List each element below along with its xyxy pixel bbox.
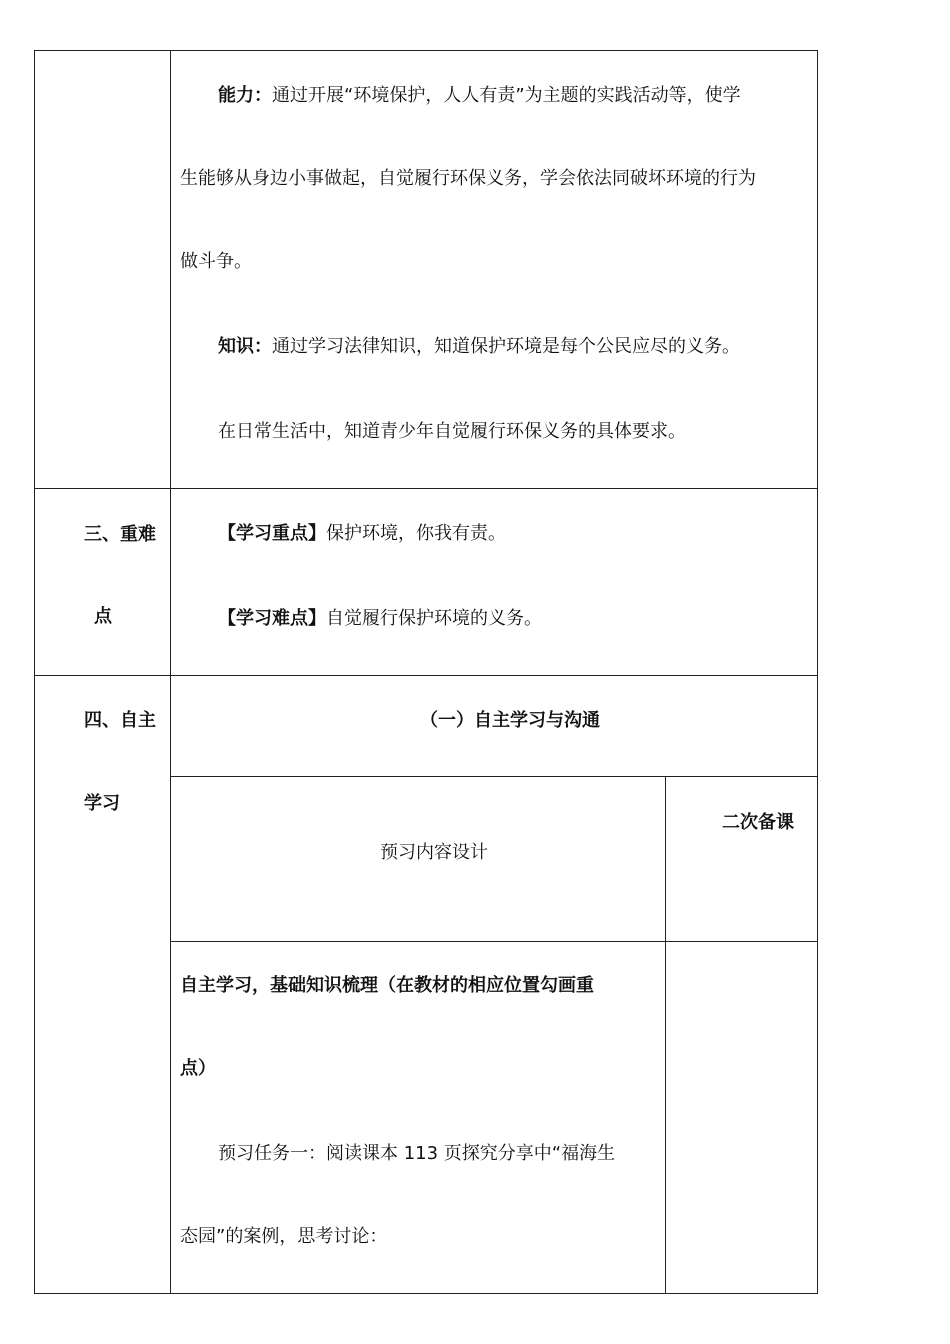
ability-text-line3: 做斗争。 [180, 251, 252, 272]
difficulty-line [218, 610, 542, 628]
table-border-bottom [34, 1293, 818, 1294]
key-points-heading-line1: 三、重难 [84, 524, 156, 545]
ability-text-line1: 通过开展“环境保护，人人有责”为主题的实践活动等，使学 [272, 85, 741, 106]
focus-text: 保护环境，你我有责。 [326, 523, 506, 544]
knowledge-text-line2: 在日常生活中，知道青少年自觉履行环保义务的具体要求。 [218, 421, 686, 442]
focus-line [218, 525, 506, 543]
ability-paragraph [218, 87, 741, 105]
self-study-intro-line1: 自主学习，基础知识梳理（在教材的相应位置勾画重 [180, 975, 594, 996]
subtitle-divider [170, 776, 818, 777]
column-header-second-prep: 二次备课 [722, 812, 794, 833]
self-study-intro-line2: 点） [180, 1058, 216, 1079]
second-prep-column-divider [665, 776, 666, 1294]
ability-label: 能力： [218, 85, 272, 106]
ability-text-line2: 生能够从身边小事做起，自觉履行环保义务，学会依法同破坏环境的行为 [180, 168, 756, 189]
difficulty-label: 【学习难点】 [218, 608, 326, 629]
difficulty-text: 自觉履行保护环境的义务。 [326, 608, 542, 629]
knowledge-text-line1: 通过学习法律知识，知道保护环境是每个公民应尽的义务。 [272, 336, 740, 357]
table-border-left [34, 50, 35, 1294]
preview-task-line1: 预习任务一：阅读课本 113 页探究分享中“福海生 [218, 1143, 616, 1164]
knowledge-paragraph [218, 338, 740, 356]
self-study-heading-line2: 学习 [84, 793, 120, 814]
header-divider [170, 941, 818, 942]
column-header-design: 预习内容设计 [380, 842, 488, 863]
column-divider [170, 50, 171, 1294]
table-border-right [817, 50, 818, 1294]
key-points-heading-line2: 点 [94, 606, 112, 627]
row-divider-2 [34, 675, 818, 676]
self-study-subtitle: （一）自主学习与沟通 [420, 710, 600, 731]
row-divider-1 [34, 488, 818, 489]
knowledge-label: 知识： [218, 336, 272, 357]
preview-task-line2: 态园”的案例，思考讨论： [180, 1226, 388, 1247]
self-study-heading-line1: 四、自主 [84, 710, 156, 731]
focus-label: 【学习重点】 [218, 523, 326, 544]
table-border-top [34, 50, 818, 51]
